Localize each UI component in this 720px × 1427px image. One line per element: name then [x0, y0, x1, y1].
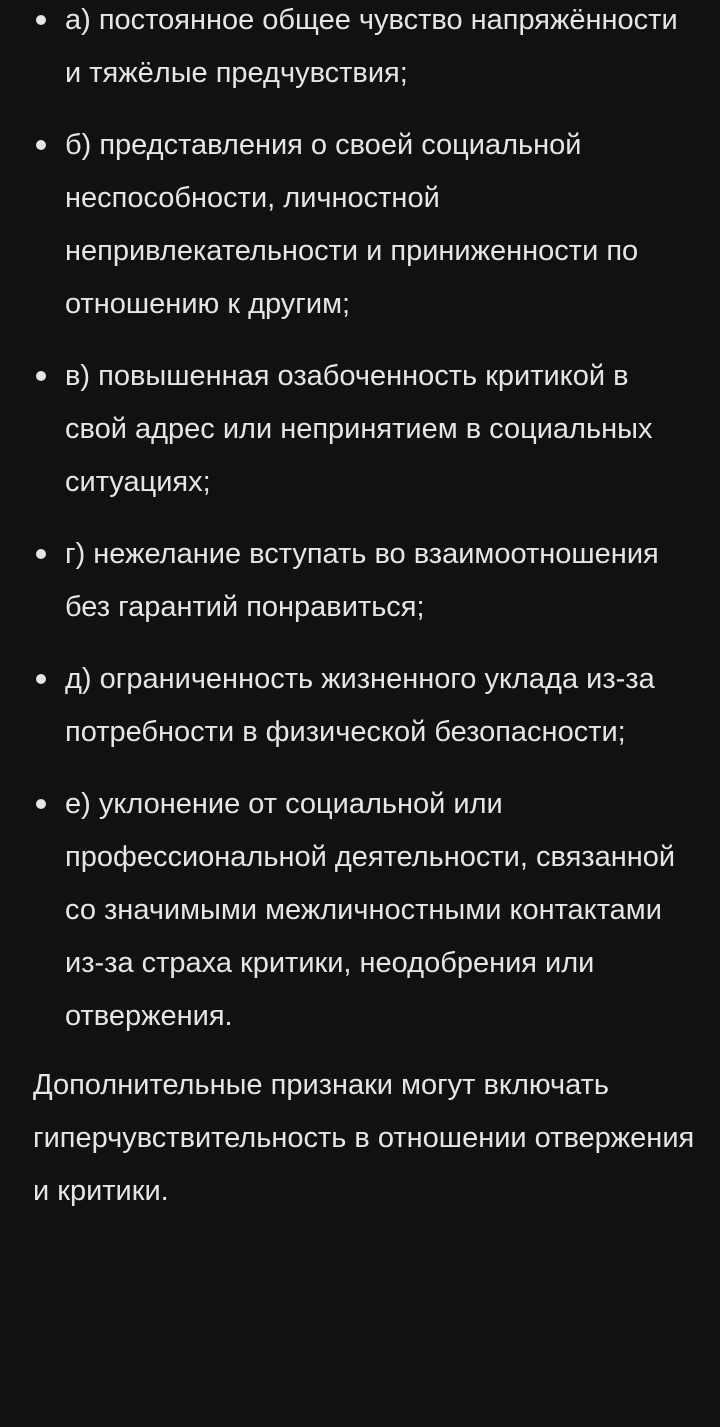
list-item-text: а) постоянное общее чувство напряжённости и тяжёлые предчувствия;: [65, 4, 678, 89]
criteria-list: [33, 0, 696, 1043]
bullet-icon: [36, 674, 46, 684]
bullet-icon: [36, 140, 46, 150]
list-item: [33, 119, 696, 331]
list-item-text: д) ограниченность жизненного уклада из-за потребности в физической безопасности;: [65, 663, 655, 748]
list-item: [33, 0, 696, 100]
list-item: [33, 528, 696, 634]
list-item: [33, 350, 696, 509]
list-item-text: г) нежелание вступать во взаимоотношения без гарантий понравиться;: [65, 538, 659, 623]
list-item-text: в) повышенная озабоченность критикой в свой адрес или непринятием в социальных ситуациях;: [65, 360, 653, 498]
bullet-icon: [36, 15, 46, 25]
bullet-icon: [36, 549, 46, 559]
list-item-text: б) представления о своей социальной неспособности, личностной непривлекательности и приниженности по отношению к другим;: [65, 129, 639, 320]
additional-signs-paragraph: Дополнительные признаки могут включать гиперчувствительность в отношении отвержения и критики.: [33, 1069, 695, 1207]
list-item: [33, 653, 696, 759]
list-item: [33, 778, 696, 1043]
bullet-icon: [36, 371, 46, 381]
bullet-icon: [36, 799, 46, 809]
list-item-text: е) уклонение от социальной или профессиональной деятельности, связанной со значимыми межличностными контактами из-за страха критики, неодобрения или отвержения.: [65, 788, 676, 1032]
